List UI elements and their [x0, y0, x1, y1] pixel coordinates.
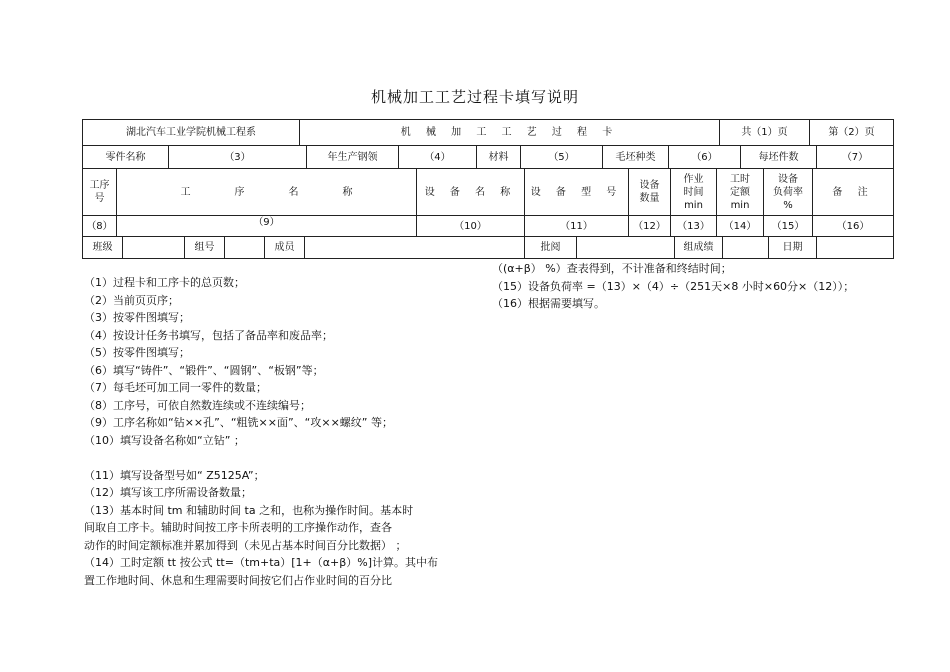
pieces-per-blank-value: （7）	[817, 146, 894, 169]
note-line: （16）根据需要填写。	[492, 297, 605, 310]
date-value	[817, 237, 894, 259]
notes-left	[84, 274, 438, 589]
number-cell: （8）	[83, 216, 117, 237]
date-label: 日期	[769, 237, 817, 259]
time-quota-header: 工时 定额 min	[717, 169, 764, 216]
part-name-value: （3）	[169, 146, 307, 169]
footer-row	[82, 236, 894, 259]
note-line: （(α+β） %）查表得到，不计准备和终结时间；	[492, 262, 732, 275]
card-name: 机 械 加 工 工 艺 过 程 卡	[300, 120, 720, 146]
number-cell: （13）	[671, 216, 717, 237]
review-value	[577, 237, 675, 259]
group-value	[225, 237, 265, 259]
total-pages: 共（1）页	[720, 120, 810, 146]
note-line: （5）按零件图填写；	[84, 346, 190, 359]
number-cell: （12）	[629, 216, 671, 237]
notes-right	[492, 260, 854, 313]
member-label: 成员	[265, 237, 305, 259]
class-value	[123, 237, 185, 259]
number-cell: （11）	[525, 216, 629, 237]
note-line: （11）填写设备型号如“ Z5125A”；	[84, 468, 265, 482]
review-label: 批阅	[525, 237, 577, 259]
material-label: 材料	[477, 146, 521, 169]
note-line: （8）工序号，可依自然数连续或不连续编号；	[84, 398, 311, 412]
annual-output-value: （4）	[399, 146, 477, 169]
equipment-model-header: 设 备 型 号	[525, 169, 629, 216]
note-line: 置工作地时间、休息和生理需要时间按它们占作业时间的百分比	[84, 573, 392, 587]
number-cell: （10）	[417, 216, 525, 237]
note-line: （15）设备负荷率 =（13）×（4）÷（251天×8 小时×60分×（12））；	[492, 279, 855, 293]
note-line: （7）每毛坯可加工同一零件的数量；	[84, 381, 267, 394]
note-line: 动作的时间定额标准并累加得到（未见占基本时间百分比数据） ；	[84, 538, 407, 552]
grade-label: 组成绩	[675, 237, 723, 259]
class-label: 班级	[83, 237, 123, 259]
page-number: 第（2）页	[810, 120, 894, 146]
note-line: （4）按设计任务书填写，包括了备品率和废品率；	[84, 328, 333, 342]
column-header-row	[83, 169, 894, 216]
note-line: （9）工序名称如“钻××孔”、“粗铣××面”、“攻××螺纹” 等；	[84, 416, 393, 429]
load-rate-header: 设备 负荷率 %	[764, 169, 813, 216]
number-cell: （15）	[764, 216, 813, 237]
remark-header: 备 注	[813, 169, 894, 216]
part-info-row	[82, 145, 894, 169]
pieces-per-blank-label: 每坯件数	[741, 146, 817, 169]
equipment-qty-header: 设备 数量	[629, 169, 671, 216]
card-header-row	[82, 119, 894, 146]
note-line: 间取自工序卡。辅助时间按工序卡所表明的工序操作动作，查各	[84, 521, 392, 534]
note-line: （1）过程卡和工序卡的总页数；	[84, 276, 245, 289]
number-row	[83, 216, 894, 237]
work-time-header: 作业 时间 min	[671, 169, 717, 216]
op-no-header: 工序 号	[83, 169, 117, 216]
annual-output-label: 年生产钢领	[307, 146, 399, 169]
number-cell: （14）	[717, 216, 764, 237]
number-cell: （9）	[117, 216, 417, 237]
blank-type-value: （6）	[669, 146, 741, 169]
part-name-label: 零件名称	[83, 146, 169, 169]
note-line: （3）按零件图填写；	[84, 311, 190, 324]
note-line: （6）填写“铸件”、“锻件”、“圆钢”、“板钢”等；	[84, 363, 324, 377]
note-line: （10）填写设备名称如“立钻” ；	[84, 433, 245, 447]
op-name-header: 工 序 名 称	[117, 169, 417, 216]
note-line: （2）当前页页序；	[84, 293, 179, 307]
number-cell: （16）	[813, 216, 894, 237]
group-label: 组号	[185, 237, 225, 259]
note-line: （12）填写该工序所需设备数量；	[84, 486, 252, 499]
equipment-name-header: 设 备 名 称	[417, 169, 525, 216]
blank-type-label: 毛坯种类	[603, 146, 669, 169]
note-line: （14）工时定额 tt 按公式 tt=（tm+ta）[1+（α+β）%]计算。其中布	[84, 556, 438, 569]
note-spacer	[84, 449, 438, 467]
note-line: （13）基本时间 tm 和辅助时间 ta 之和，也称为操作时间。基本时	[84, 503, 414, 517]
material-value: （5）	[521, 146, 603, 169]
school-name: 湖北汽车工业学院机械工程系	[83, 120, 300, 146]
grade-value	[723, 237, 769, 259]
member-value	[305, 237, 525, 259]
operations-table	[82, 168, 894, 237]
page-title: 机械加工工艺过程卡填写说明	[370, 88, 579, 106]
